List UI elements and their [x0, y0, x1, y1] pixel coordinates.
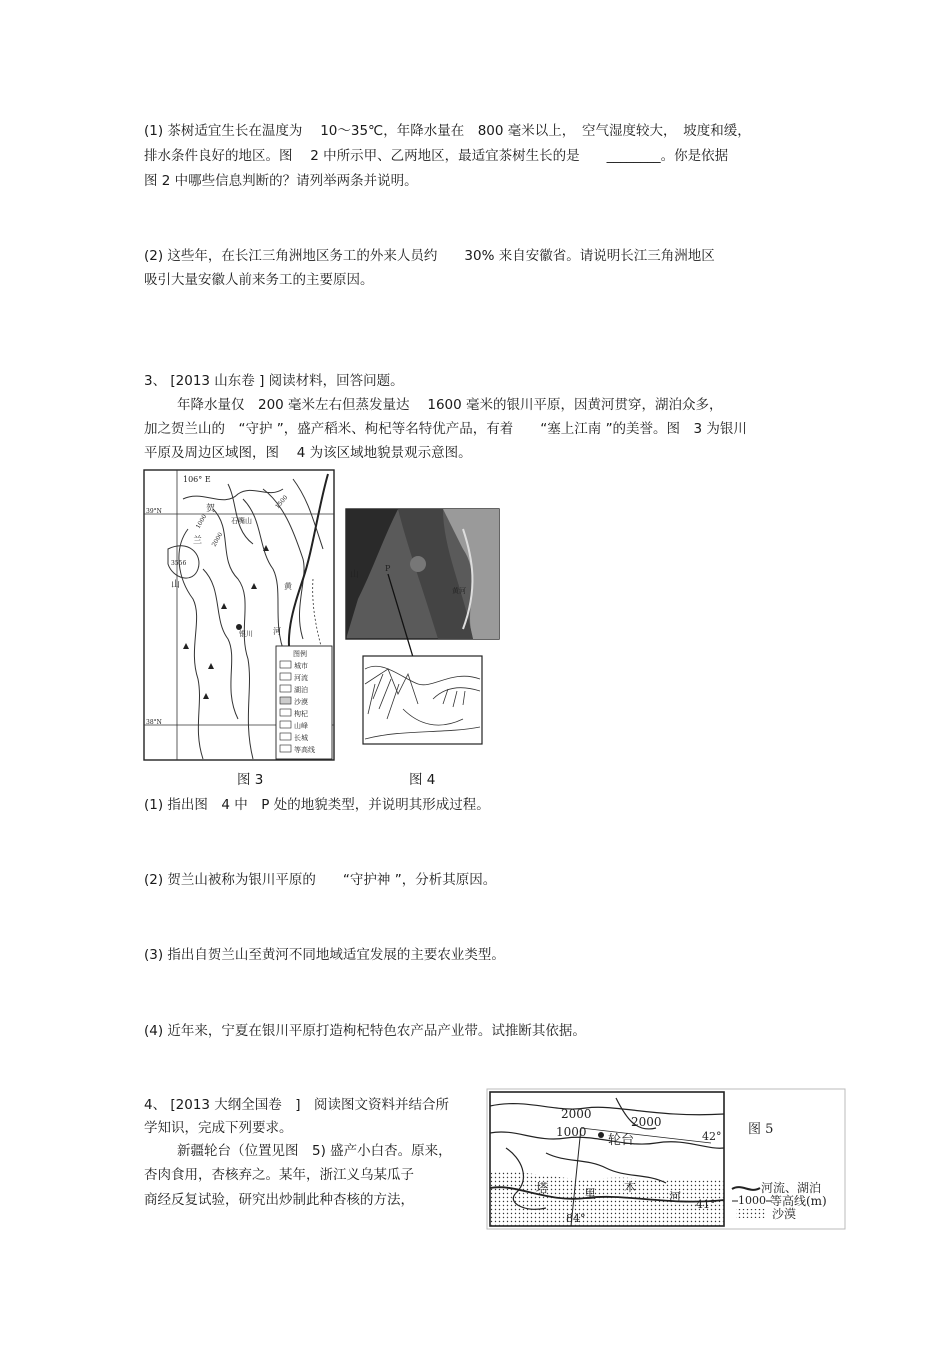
section3-para-1: 年降水量仅 200 毫米左右但蒸发量达 1600 毫米的银川平原，因黄河贯穿，湖泊众多， — [177, 397, 723, 413]
fig5-legend-desert: 沙漠 — [772, 1207, 797, 1221]
section3-para-2: 加之贺兰山的 “守护 ”，盛产稻米、枸杞等名特优产品，有着 “塞上江南 ”的美誉。图 3 为银川 — [144, 421, 747, 437]
fig4-label-2: 黄河 — [452, 587, 466, 595]
fig3-contour-0: 1000 — [194, 513, 209, 530]
q1-line-2: 排水条件良好的地区。图 2 中所示甲、乙两地区，最适宜茶树生长的是 ________。你是依据 — [144, 148, 729, 164]
fig3-legend-7: 等高线 — [294, 746, 315, 754]
section3-header: 3、 [2013 山东卷 ] 阅读材料，回答问题。 — [144, 373, 404, 389]
fig5-lat-b: 41° — [696, 1198, 716, 1211]
section4-line-4: 杏肉食用，杏核弃之。某年，浙江义乌某瓜子 — [144, 1167, 414, 1183]
fig3-contour-2: 1500 — [274, 494, 290, 511]
fig5-contour-b: 1000 — [556, 1125, 587, 1139]
section4-line-1: 4、 [2013 大纲全国卷 ] 阅读图文资料并结合所 — [144, 1097, 450, 1113]
fig5-lat-a: 42° — [702, 1130, 722, 1143]
fig3-legend-4: 枸杞 — [294, 710, 308, 718]
q1-line-3: 图 2 中哪些信息判断的？请列举两条并说明。 — [144, 173, 418, 189]
fig5-legend-contour-num: 1000 — [738, 1194, 766, 1207]
section3-question-2: (2) 贺兰山被称为银川平原的 “守护神 ”，分析其原因。 — [144, 872, 497, 888]
fig5-map-text-3: 河 — [669, 1190, 682, 1204]
figure-3-caption: 图 3 — [237, 772, 264, 788]
fig4-label-0: 山 — [350, 570, 360, 580]
fig4-label-1: P — [385, 564, 391, 573]
fig5-contour-a: 2000 — [561, 1107, 592, 1121]
q1-line-1: (1) 茶树适宜生长在温度为 10～35℃，年降水量在 800 毫米以上， 空气湿度较大， 坡度和缓， — [144, 123, 751, 139]
fig3-place-2: 山 — [171, 580, 181, 590]
section3-question-3: (3) 指出自贺兰山至黄河不同地域适宜发展的主要农业类型。 — [144, 947, 505, 963]
section4-line-5: 商经反复试验，研究出炒制此种杏核的方法， — [144, 1192, 414, 1208]
fig3-legend-3: 沙漠 — [294, 698, 308, 706]
section4-line-2: 学知识，完成下列要求。 — [144, 1120, 293, 1136]
fig3-lat-bottom: 38°N — [146, 719, 162, 726]
figure-3-4-svg — [143, 469, 505, 762]
fig3-place-5: 黄 — [284, 582, 292, 591]
fig5-map-text-0: 塔 — [536, 1181, 549, 1195]
fig5-contour-c: 2000 — [631, 1115, 662, 1129]
fig3-contour-3: 3556 — [171, 560, 187, 567]
section3-para-3: 平原及周边区域图，图 4 为该区域地貌景观示意图。 — [144, 445, 472, 461]
fig3-legend-2: 湖泊 — [294, 686, 308, 694]
fig5-lon: 84° — [566, 1212, 586, 1225]
fig3-legend-5: 山峰 — [294, 722, 308, 730]
fig3-lat-top: 39°N — [146, 508, 162, 515]
fig3-legend-1: 河流 — [294, 674, 308, 682]
figure-4-caption: 图 4 — [409, 772, 436, 788]
section3-question-4: (4) 近年来，宁夏在银川平原打造枸杞特色农产品产业带。试推断其依据。 — [144, 1023, 586, 1039]
fig3-place-1: 兰 — [193, 536, 203, 546]
fig3-place-0: 贺 — [206, 504, 216, 514]
q2-line-2: 吸引大量安徽人前来务工的主要原因。 — [144, 272, 374, 288]
fig3-place-4: 银川 — [239, 630, 253, 638]
q2-line-1: (2) 这些年，在长江三角洲地区务工的外来人员约 30% 来自安徽省。请说明长江三角洲地区 — [144, 248, 715, 264]
section3-question-1: (1) 指出图 4 中 P 处的地貌类型，并说明其形成过程。 — [144, 797, 490, 813]
fig3-legend-0: 城市 — [294, 662, 308, 670]
fig5-map-text-2: 木 — [624, 1180, 637, 1194]
figure-5-svg — [486, 1088, 846, 1230]
fig5-caption: 图 5 — [748, 1122, 774, 1137]
fig5-legend-river: 河流、湖泊 — [761, 1181, 822, 1195]
fig3-lon-label: 106° E — [183, 475, 211, 484]
figure-5 — [486, 1088, 846, 1230]
fig3-legend-title: 图例 — [293, 650, 307, 658]
fig3-legend-6: 长城 — [294, 734, 308, 742]
figure-3-4 — [143, 469, 505, 762]
fig3-place-6: 河 — [273, 627, 281, 636]
fig5-legend-contour: 等高线(m) — [770, 1194, 827, 1208]
fig3-place-3: 石嘴山 — [231, 517, 252, 525]
fig5-city: 轮台 — [608, 1133, 635, 1148]
fig3-contour-1: 2000 — [210, 531, 225, 548]
section4-line-3: 新疆轮台（位置见图 5) 盛产小白杏。原来， — [177, 1143, 452, 1159]
fig5-map-text-1: 里 — [584, 1187, 597, 1201]
